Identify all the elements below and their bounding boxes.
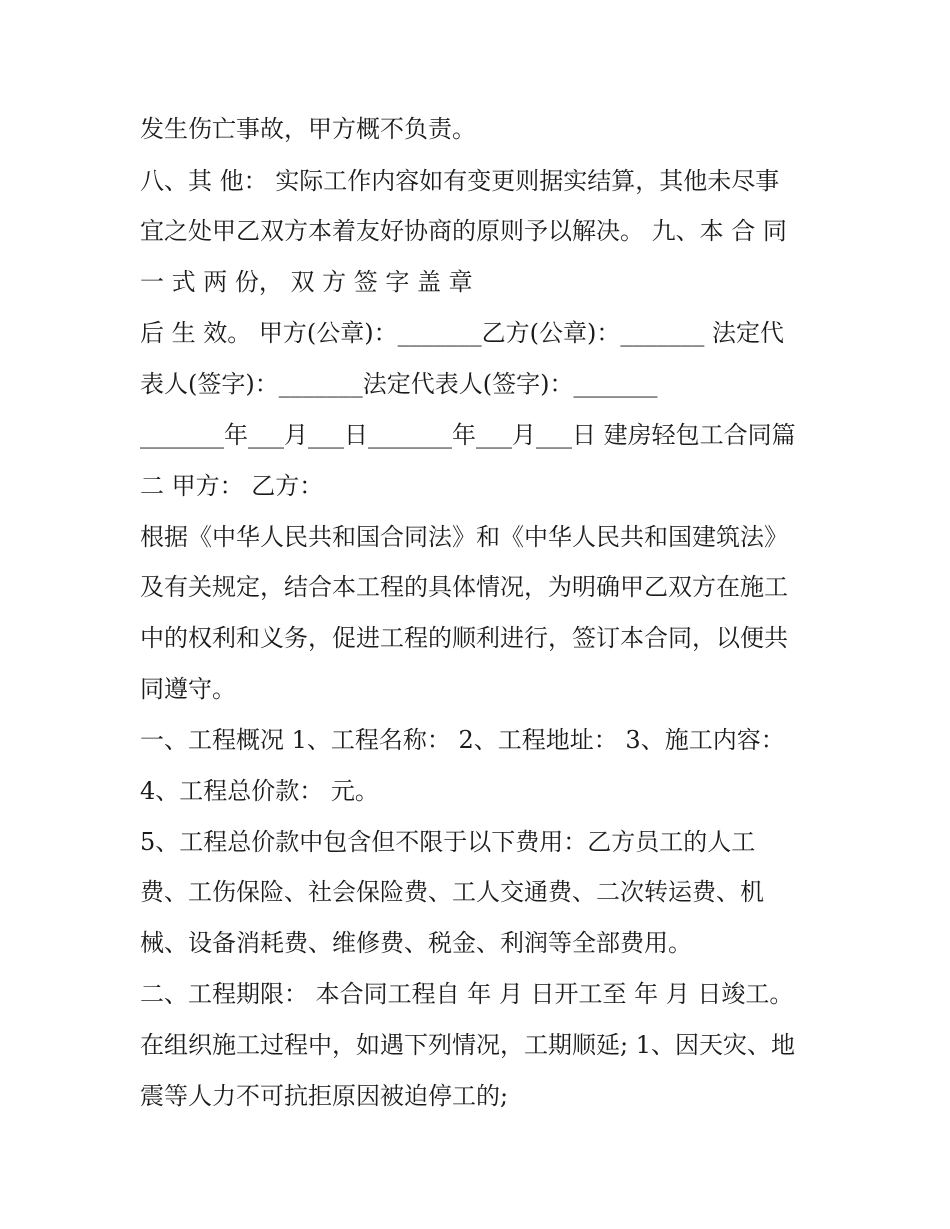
text-line: 一 式 两 份， 双 方 签 字 盖 章 [140, 268, 473, 296]
text-line: 同遵守。 [140, 675, 236, 703]
text-line: 5、工程总价款中包含但不限于以下费用：乙方员工的人工 [140, 828, 756, 856]
text-line: 后 生 效。 甲方(公章)：_______乙方(公章)：_______ 法定代 [140, 319, 784, 347]
text-line: 4、工程总价款： 元。 [140, 777, 379, 805]
text-line: 表人(签字)：_______法定代表人(签字)：_______ [140, 370, 658, 398]
text-line: 发生伤亡事故，甲方概不负责。 [140, 115, 476, 143]
text-line: 二 甲方： 乙方： [140, 472, 324, 500]
text-line: 费、工伤保险、社会保险费、工人交通费、二次转运费、机 [140, 878, 764, 906]
text-line: 及有关规定，结合本工程的具体情况，为明确甲乙双方在施工 [140, 573, 788, 601]
text-line: 二、工程期限： 本合同工程自 年 月 日开工至 年 月 日竣工。 [140, 980, 794, 1008]
text-line: 一、工程概况 1、工程名称： 2、工程地址： 3、施工内容： [140, 726, 785, 754]
text-line: 震等人力不可抗拒原因被迫停工的; [140, 1082, 509, 1110]
text-line: 八、其 他： 实际工作内容如有变更则据实结算，其他未尽事 [140, 167, 780, 195]
text-line: 械、设备消耗费、维修费、税金、利润等全部费用。 [140, 929, 692, 957]
text-line: 根据《中华人民共和国合同法》和《中华人民共和国建筑法》 [140, 523, 788, 551]
text-line: 宜之处甲乙双方本着友好协商的原则予以解决。 九、本 合 同 [140, 217, 787, 245]
text-line: 在组织施工过程中，如遇下列情况，工期顺延; 1、因天灾、地 [140, 1031, 795, 1059]
text-line: _______年___月___日_______年___月___日 建房轻包工合同篇 [140, 421, 796, 449]
text-line: 中的权利和义务，促进工程的顺利进行，签订本合同，以便共 [140, 624, 788, 652]
